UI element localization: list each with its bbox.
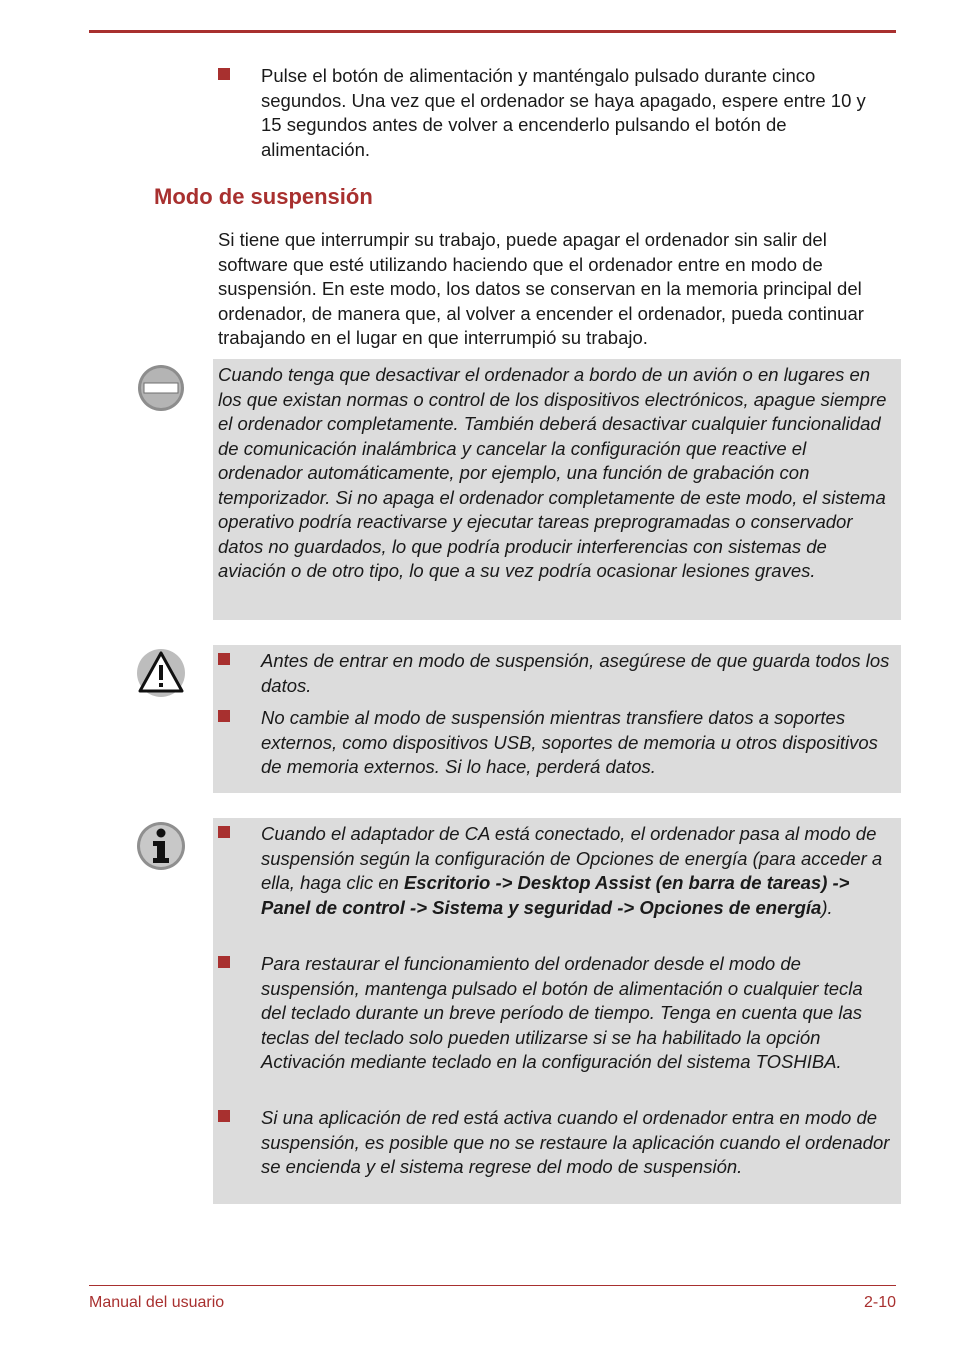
- bullet-square: [218, 1110, 230, 1122]
- bullet-square: [218, 653, 230, 665]
- page-number: 2-10: [863, 1294, 896, 1311]
- bullet-text: Para restaurar el funcionamiento del ordenador desde el modo de suspensión, mantenga pulsado el botón de alimentación o cualquier tecla del teclado durante un breve período de tiempo. Tenga en cuenta que las teclas del teclado solo pueden utilizarse si se ha habilitado la opción Activación mediante teclado en la configuración del sistema TOSHIBA.: [261, 953, 863, 1072]
- list-item: [218, 1106, 890, 1180]
- list-item: [218, 706, 890, 780]
- info-icon: [136, 821, 186, 871]
- prohibition-note-text: Cuando tenga que desactivar el ordenador a bordo de un avión o en lugares en los que existan normas o control de los dispositivos electrónicos, apague siempre el ordenador completamente. También deberá desactivar cualquier funcionalidad de comunicación inalámbrica y cancelar la configuración que reactive el ordenador automáticamente, por ejemplo, una función de grabación con temporizador. Si no apaga el ordenador completamente de este modo, el sistema operativo podría reactivarse y ejecutar tareas preprogramadas o conservador datos no guardados, lo que podría producir interferencias con sistemas de aviación o de otro tipo, lo que a su vez podría ocasionar lesiones graves.: [218, 364, 887, 581]
- prohibition-icon: [136, 363, 186, 413]
- list-item: [218, 952, 890, 1075]
- list-item: [218, 649, 890, 698]
- bullet-text: [261, 822, 890, 920]
- bullet-square: [218, 68, 230, 80]
- bullet-text: No cambie al modo de suspensión mientras transfiere datos a soportes externos, como dispositivos USB, soportes de memoria u otros dispositivos de memoria externos. Si lo hace, perderá datos.: [261, 707, 878, 777]
- bullet-text: Si una aplicación de red está activa cuando el ordenador entra en modo de suspensión, es posible que no se restaure la aplicación cuando el ordenador se encienda y el sistema regrese del modo de suspensión.: [261, 1107, 890, 1177]
- warning-icon: [136, 648, 186, 698]
- bullet-square: [218, 710, 230, 722]
- list-item: [218, 822, 890, 920]
- info-note: [213, 818, 901, 1204]
- bullet-text-start: Cuando el adaptador de CA está conectado, el ordenador pasa al modo de suspensión según la configuración de Opciones de energía (para acceder a ella, haga clic en: [261, 823, 883, 893]
- bullet-text: Antes de entrar en modo de suspensión, asegúrese de que guarda todos los datos.: [261, 650, 890, 696]
- prohibition-note: [213, 359, 901, 620]
- menu-path: Escritorio -> Desktop Assist (en barra de tareas) -> Panel de control -> Sistema y seguridad -> Opciones de energía: [261, 872, 850, 918]
- bullet-square: [218, 826, 230, 838]
- list-item: [218, 64, 890, 162]
- bullet-square: [218, 956, 230, 968]
- warning-note: [213, 645, 901, 793]
- bullet-text-end: ).: [821, 896, 833, 918]
- section-title: Modo de suspensión: [154, 184, 373, 209]
- header-rule: [89, 30, 896, 33]
- bullet-text: Pulse el botón de alimentación y manténgalo pulsado durante cinco segundos. Una vez que el ordenador se haya apagado, espere entre 10 y 15 segundos antes de volver a encenderlo pulsando el botón de alimentación.: [261, 65, 866, 160]
- footer-rule: [89, 1285, 896, 1286]
- footer-title: Manual del usuario: [89, 1294, 225, 1311]
- intro-paragraph: Si tiene que interrumpir su trabajo, puede apagar el ordenador sin salir del software que esté utilizando haciendo que el ordenador entre en modo de suspensión. En este modo, los datos se conservan en la memoria principal del ordenador, de manera que, al volver a encender el ordenador, pueda continuar trabajando en el lugar en que interrumpió su trabajo.: [218, 229, 864, 348]
